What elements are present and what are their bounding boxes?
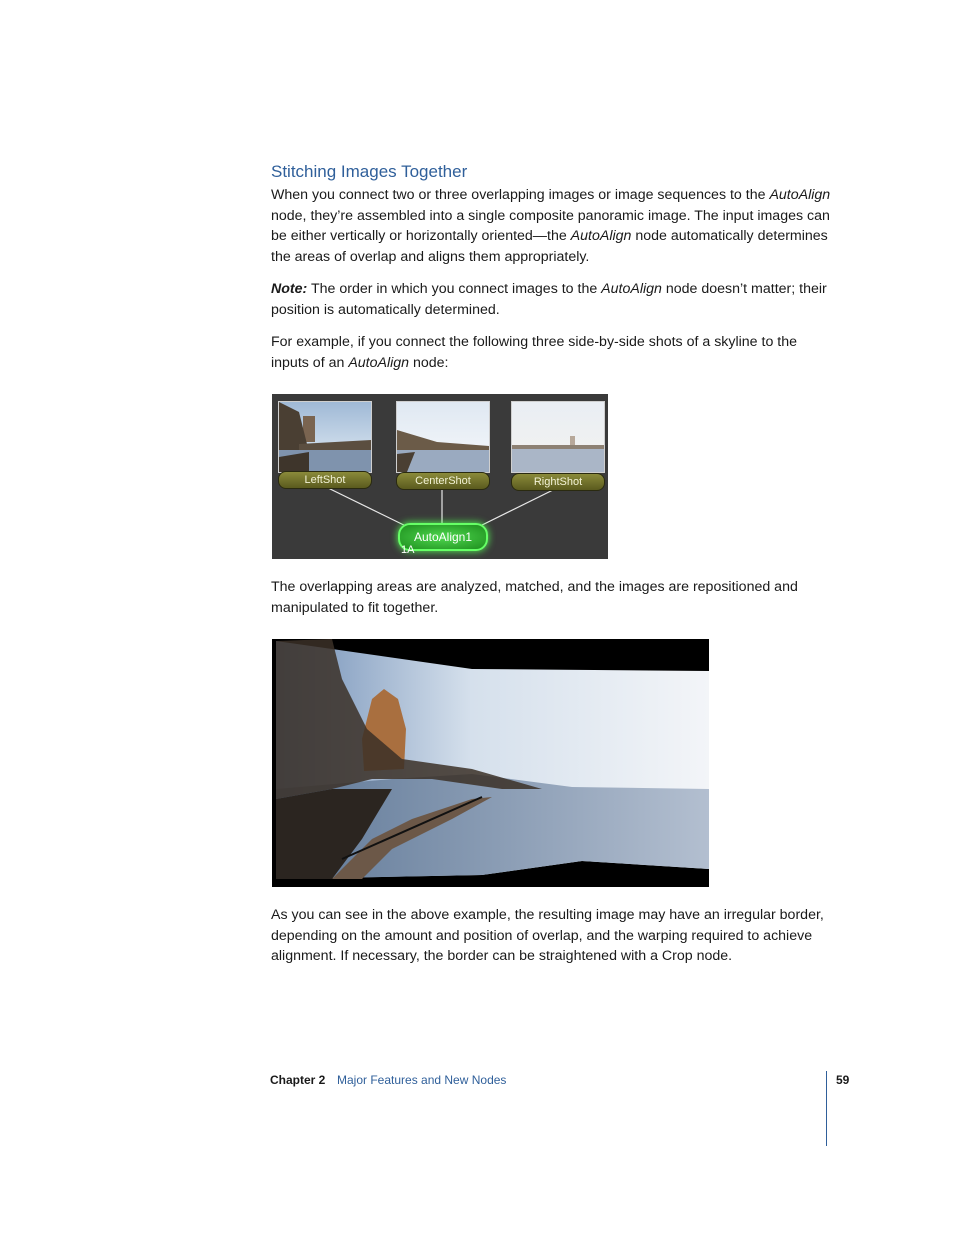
text-run: The order in which you connect images to the [307,281,602,297]
node-name: AutoAlign [570,228,632,244]
analysis-paragraph: The overlapping areas are analyzed, matched, and the images are repositioned and manipulated to fit together. [271,579,798,616]
panorama-result-image [272,639,709,887]
left-shot-node[interactable]: LeftShot [278,471,372,489]
panorama-picture [272,639,709,887]
text-run: When you connect two or three overlapping images or image sequences to the [271,187,770,203]
example-paragraph [271,332,831,373]
footer-divider [826,1071,827,1146]
node-name: AutoAlign [601,281,662,297]
note-paragraph [271,279,831,320]
intro-paragraph [271,185,831,267]
text-run: node doesn’t matter; their position is automatically determined. [271,281,827,318]
text-run: node: [409,354,449,371]
left-shot-thumbnail [278,401,372,473]
right-shot-thumbnail [511,401,605,473]
right-shot-node[interactable]: RightShot [511,473,605,491]
footer-chapter-title: Major Features and New Nodes [337,1073,507,1087]
node-graph-figure [272,394,608,559]
node-tag: 1A [401,544,415,556]
footer-chapter: Chapter 2 [270,1073,326,1087]
section-heading: Stitching Images Together [271,162,468,181]
page-number: 59 [836,1073,850,1087]
text-run: For example, if you connect the following three side-by-side shots of a skyline to the inputs of an [271,334,797,371]
text-run: node, they’re assembled into a single composite panoramic image. The input images can be either vertically or horizontally oriented—the [271,207,830,244]
center-shot-thumbnail [396,401,490,473]
note-label: Note: [271,281,308,297]
autoalign-node[interactable]: AutoAlign1 [398,523,488,551]
center-shot-node[interactable]: CenterShot [396,472,490,490]
text-run: node automatically determines the areas of overlap and aligns them appropriately. [271,228,828,265]
node-name: AutoAlign [769,187,831,203]
conclusion-paragraph: As you can see in the above example, the resulting image may have an irregular border, depending on the amount and position of overlap, and the warping required to achieve alignment. If necessary, the border can be straightened with a Crop node. [271,907,824,964]
node-name: AutoAlign [348,354,410,371]
